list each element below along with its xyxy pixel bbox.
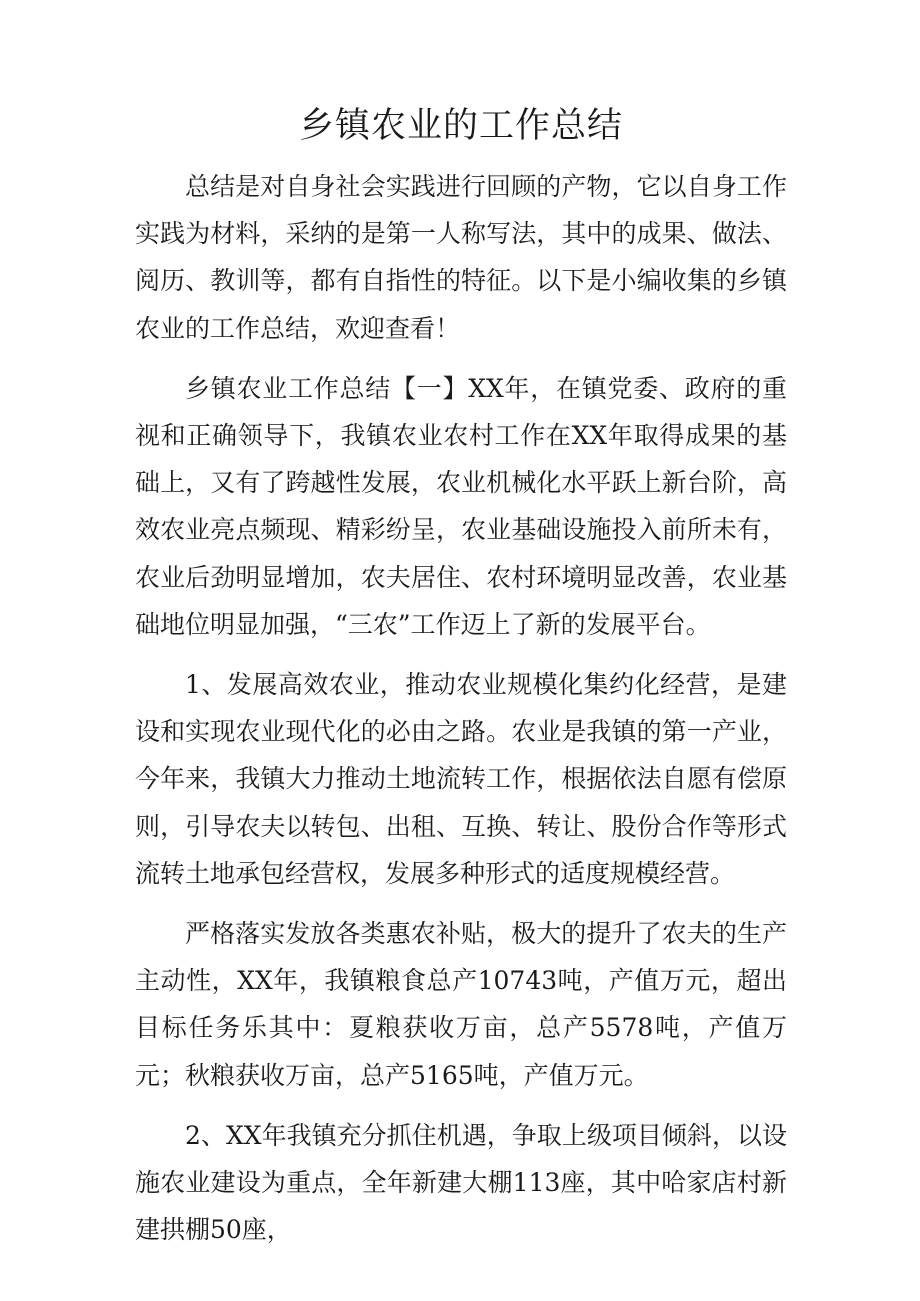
facility-agriculture-paragraph: 2、XX年我镇充分抓住机遇，争取上级项目倾斜，以设施农业建设为重点，全年新建大棚113座，其中哈家店村新建拱棚50座， — [135, 1120, 787, 1245]
summary-one-paragraph: 乡镇农业工作总结【一】XX年，在镇党委、政府的重视和正确领导下，我镇农业农村工作在XX年取得成果的基础上，又有了跨越性发展，农业机械化水平跃上新台阶，高效农业亮点频现、精彩纷呈，农业基础设施投入前所未有，农业后劲明显增加，农夫居住、农村环境明显改善，农业基础地位明显加强，“三农”工作迈上了新的发展平台。 — [135, 373, 787, 639]
efficient-agriculture-paragraph: 1、发展高效农业，推动农业规模化集约化经营，是建设和实现农业现代化的必由之路。农业是我镇的第一产业，今年来，我镇大力推动土地流转工作，根据依法自愿有偿原则，引导农夫以转包、出租、互换、转让、股份合作等形式流转土地承包经营权，发展多种形式的适度规模经营。 — [135, 670, 787, 888]
document-title: 乡镇农业的工作总结 — [298, 106, 623, 146]
subsidy-paragraph: 严格落实发放各类惠农补贴，极大的提升了农夫的生产主动性，XX年，我镇粮食总产10743吨，产值万元，超出目标任务乐其中：夏粮获收万亩，总产5578吨，产值万元；秋粮获收万亩，总产5165吨，产值万元。 — [135, 919, 787, 1090]
intro-paragraph: 总结是对自身社会实践进行回顾的产物，它以自身工作实践为材料，采纳的是第一人称写法，其中的成果、做法、阅历、教训等，都有自指性的特征。以下是小编收集的乡镇农业的工作总结，欢迎查看！ — [135, 172, 787, 343]
